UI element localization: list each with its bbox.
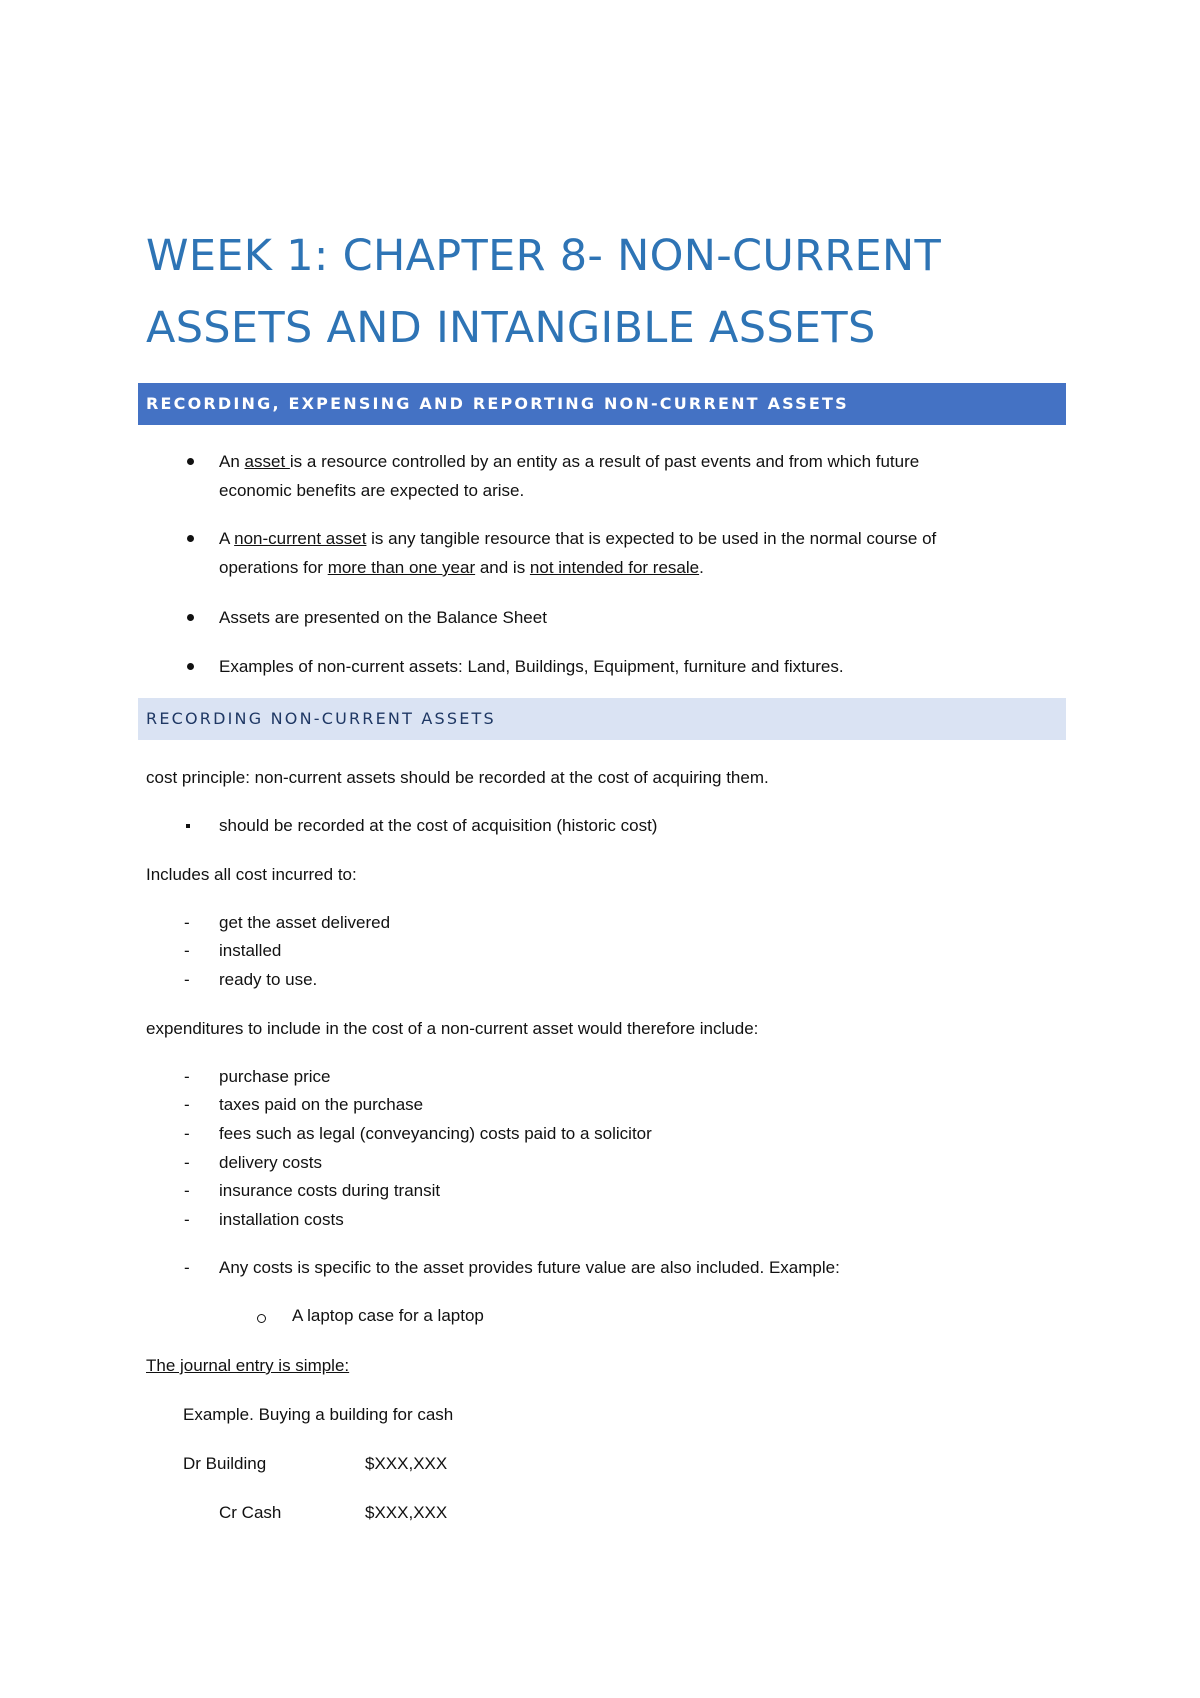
- text-run: and is: [475, 558, 530, 577]
- journal-example: Example. Buying a building for cash: [183, 1405, 454, 1424]
- bullet-examples: Examples of non-current assets: Land, Buildings, Equipment, furniture and fixtures.: [219, 657, 844, 676]
- bullet-dot: [187, 535, 194, 542]
- list-item: ready to use.: [219, 970, 318, 989]
- list-item: delivery costs: [219, 1153, 322, 1172]
- list-item: purchase price: [219, 1067, 331, 1086]
- term-asset: asset: [244, 452, 290, 471]
- term-non-current-asset: non-current asset: [234, 529, 367, 548]
- title-line-1: WEEK 1: CHAPTER 8- NON-CURRENT: [146, 231, 942, 281]
- text-run: .: [699, 558, 704, 577]
- circle-bullet: [257, 1314, 266, 1323]
- bullet-dot: [187, 614, 194, 621]
- dash-marker: -: [184, 970, 190, 989]
- bullet-non-current-asset-definition-cont: [219, 554, 704, 582]
- section-heading-recording-expensing: RECORDING, EXPENSING AND REPORTING NON-CURRENT ASSETS: [138, 383, 1066, 425]
- text-run: A: [219, 529, 235, 548]
- dash-marker: -: [184, 913, 190, 932]
- list-item: insurance costs during transit: [219, 1181, 441, 1200]
- journal-credit-account: Cr Cash: [219, 1503, 282, 1522]
- dash-marker: -: [184, 1095, 190, 1114]
- journal-credit-amount: $XXX,XXX: [365, 1503, 448, 1522]
- cost-principle-point: should be recorded at the cost of acquisition (historic cost): [219, 816, 658, 835]
- title-line-2: ASSETS AND INTANGIBLE ASSETS: [146, 303, 876, 353]
- journal-debit-amount: $XXX,XXX: [365, 1454, 448, 1473]
- bullet-balance-sheet: Assets are presented on the Balance Sheet: [219, 608, 547, 627]
- term-more-than-one-year: more than one year: [327, 558, 476, 577]
- text-run: operations for: [219, 558, 328, 577]
- bullet-dot: [187, 458, 194, 465]
- text-run: is any tangible resource that is expected to be used in the normal course of: [366, 529, 937, 548]
- dash-marker: -: [184, 1181, 190, 1200]
- text-run: An: [219, 452, 245, 471]
- dash-marker: -: [184, 1153, 190, 1172]
- list-item: taxes paid on the purchase: [219, 1095, 424, 1114]
- bullet-asset-definition: [219, 448, 919, 476]
- dash-marker: -: [184, 941, 190, 960]
- journal-heading: The journal entry is simple:: [146, 1356, 350, 1375]
- cost-principle: cost principle: non-current assets should be recorded at the cost of acquiring them.: [146, 768, 769, 787]
- term-not-intended-for-resale: not intended for resale: [529, 558, 700, 577]
- specific-example: A laptop case for a laptop: [292, 1306, 484, 1325]
- specific-costs: Any costs is specific to the asset provides future value are also included. Example:: [219, 1258, 840, 1277]
- bullet-square: [186, 824, 190, 828]
- dash-marker: -: [184, 1124, 190, 1143]
- journal-debit-account: Dr Building: [183, 1454, 267, 1473]
- dash-marker: -: [184, 1258, 190, 1277]
- list-item: get the asset delivered: [219, 913, 391, 932]
- bullet-asset-definition-cont: economic benefits are expected to arise.: [219, 481, 525, 500]
- section-heading-recording-non-current: RECORDING NON-CURRENT ASSETS: [138, 698, 1066, 740]
- dash-marker: -: [184, 1067, 190, 1086]
- list-item: fees such as legal (conveyancing) costs paid to a solicitor: [219, 1124, 652, 1143]
- list-item: installation costs: [219, 1210, 344, 1229]
- bullet-dot: [187, 663, 194, 670]
- list-item: installed: [219, 941, 282, 960]
- dash-marker: -: [184, 1210, 190, 1229]
- includes-heading: Includes all cost incurred to:: [146, 865, 357, 884]
- bullet-non-current-asset-definition: [219, 525, 936, 553]
- text-run: is a resource controlled by an entity as a result of past events and from which future: [289, 452, 920, 471]
- page-title: [146, 220, 1066, 364]
- expenditures-heading: expenditures to include in the cost of a non-current asset would therefore include:: [146, 1019, 759, 1038]
